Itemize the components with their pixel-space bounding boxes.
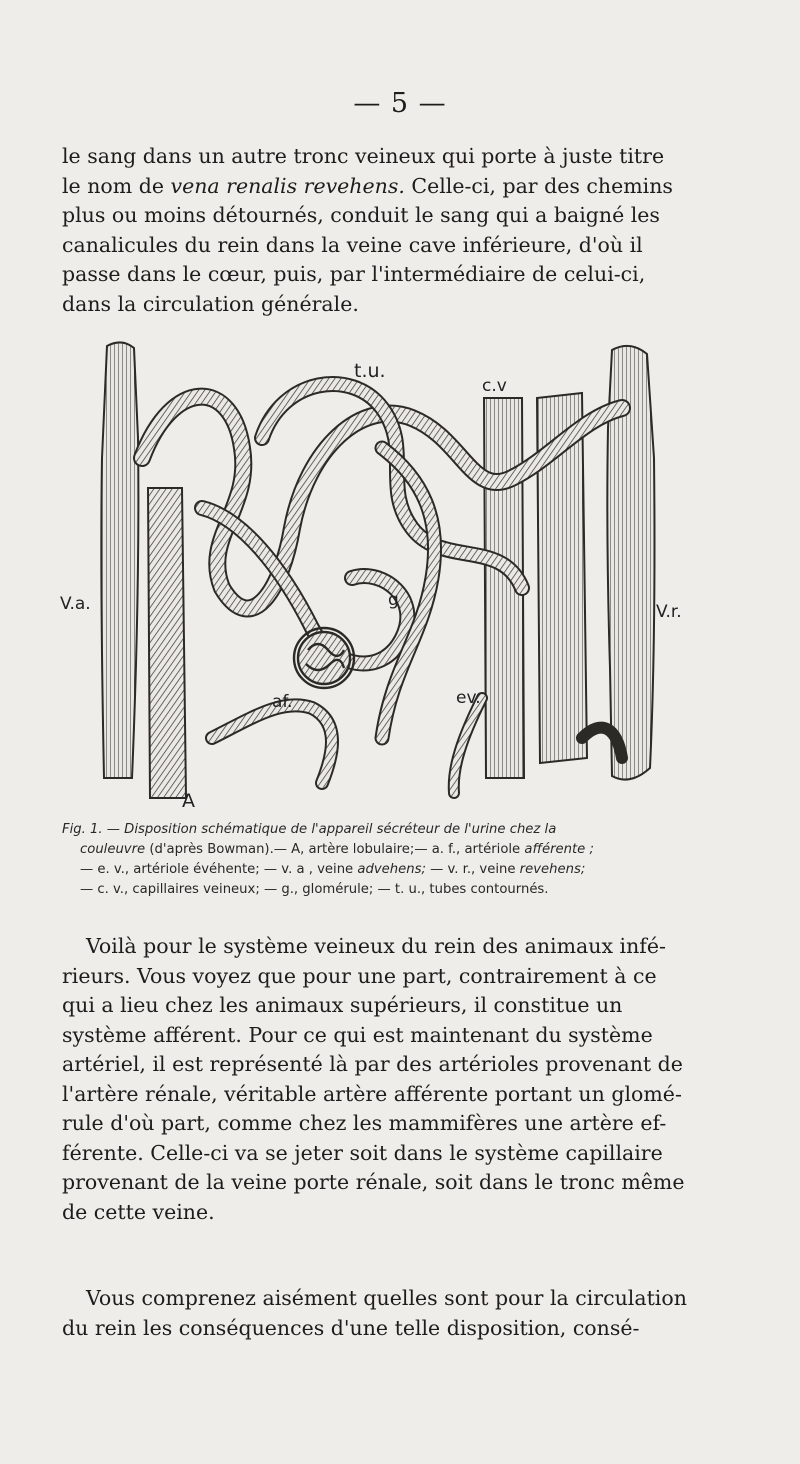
text-line: de cette veine. (62, 1199, 215, 1224)
figure-kidney-schematic (60, 338, 682, 812)
label-af: af. (272, 692, 293, 712)
text-line: dans la circulation générale. (62, 291, 359, 316)
label-g: g (388, 590, 399, 610)
tube-column (148, 488, 186, 798)
caption-line: — e. v., artériole évéhente; — v. a , veine advehens; — v. r., veine revehens; (80, 862, 586, 877)
glomerulus (294, 628, 354, 688)
paragraph-3 (62, 1284, 712, 1343)
vena-advehens (101, 342, 138, 778)
text-line: passe dans le cœur, puis, par l'intermédiaire de celui-ci, (62, 262, 646, 286)
text-line: férente. Celle-ci va se jeter soit dans le système capillaire (62, 1140, 663, 1165)
text-line: qui a lieu chez les animaux supérieurs, il constitue un (62, 993, 623, 1017)
text-line: canalicules du rein dans la veine cave inférieure, d'où il (62, 232, 643, 257)
label-A: A (182, 790, 195, 812)
text-line: rieurs. Vous voyez que pour une part, contrairement à ce (62, 963, 657, 988)
text-line: Voilà pour le système veineux du rein des animaux infé- (86, 934, 666, 958)
text-line: provenant de la veine porte rénale, soit dans le tronc même (62, 1170, 685, 1194)
caption-line: couleuvre (d'après Bowman).— A, artère lobulaire;— a. f., artériole afférente ; (80, 842, 594, 857)
text-line: artériel, il est représenté là par des artérioles provenant de (62, 1052, 683, 1076)
text-line: rule d'où part, comme chez les mammifères une artère ef- (62, 1111, 667, 1135)
text-line: le sang dans un autre tronc veineux qui porte à juste titre (62, 144, 665, 168)
text-line: Vous comprenez aisément quelles sont pour la circulation (86, 1286, 687, 1310)
caption-line: Fig. 1. — Disposition schématique de l'appareil sécréteur de l'urine chez la (62, 822, 557, 837)
kidney-diagram (82, 338, 680, 808)
label-va: V.a. (60, 594, 91, 614)
paragraph-1 (62, 142, 712, 319)
text-line: du rein les conséquences d'une telle disposition, consé- (62, 1315, 640, 1340)
text-line: l'artère rénale, véritable artère afférente portant un glomé- (62, 1081, 682, 1106)
label-vr: V.r. (656, 602, 682, 622)
caption-line: — c. v., capillaires veineux; — g., glomérule; — t. u., tubes contournés. (80, 882, 549, 897)
label-cv: c.v (482, 376, 507, 396)
text-line: le nom de vena renalis revehens. Celle-ci, par des chemins (62, 173, 673, 198)
text-line: système afférent. Pour ce qui est maintenant du système (62, 1022, 653, 1047)
page-number: — 5 — (353, 88, 447, 119)
paragraph-2 (62, 932, 712, 1227)
label-ev: ev. (456, 688, 481, 708)
text-line: plus ou moins détournés, conduit le sang qui a baigné les (62, 203, 660, 227)
figure-caption (62, 820, 722, 900)
emphasis-vena-renalis: vena renalis revehens. (170, 173, 405, 198)
label-tu: t.u. (354, 360, 386, 382)
